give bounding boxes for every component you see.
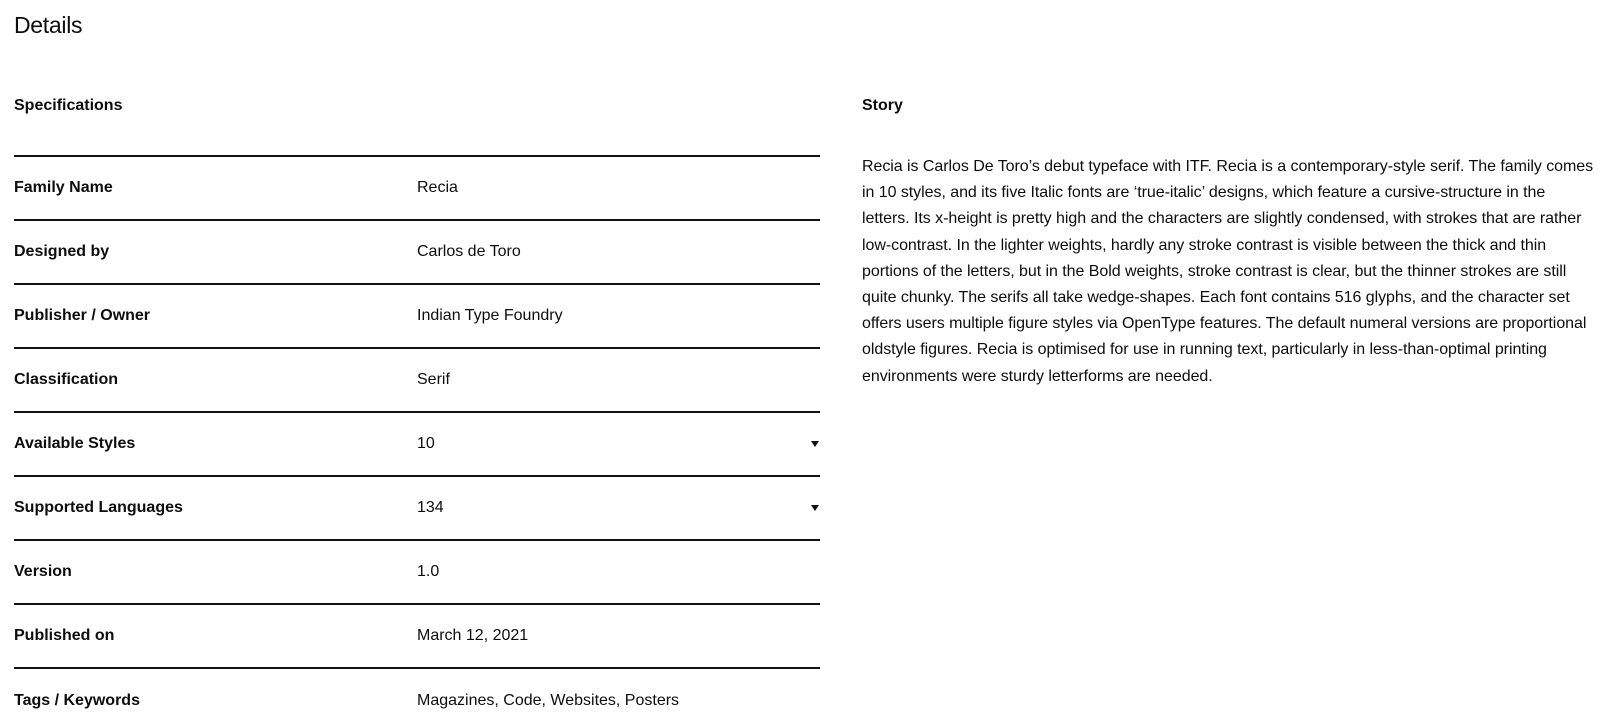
- specifications-section: [14, 96, 820, 709]
- specifications-table: [14, 155, 820, 727]
- caret-down-icon[interactable]: [810, 503, 820, 513]
- spec-value: March 12, 2021: [417, 627, 529, 644]
- spec-value: 10: [417, 435, 435, 452]
- spec-row-version: [14, 541, 820, 605]
- spec-row-classification: [14, 349, 820, 413]
- story-text: Recia is Carlos De Toro’s debut typeface with ITF. Recia is a contemporary-style serif. The family comes in 10 styles, and its five Italic fonts are ‘true-italic’ designs, which feature a cursive-structure in the letters. Its x-height is pretty high and the characters are slightly condensed, with strokes that are rather low-contrast. In the lighter weights, hardly any stroke contrast is visible between the thick and thin portions of the letters, but in the Bold weights, stroke contrast is clear, but the thinner strokes are still quite chunky. The serifs all take wedge-shapes. Each font contains 516 glyphs, and the character set offers users multiple figure styles via OpenType features. The default numeral versions are proportional oldstyle figures. Recia is optimised for use in running text, particularly in less-than-optimal printing environments were sturdy letterforms are needed.: [862, 158, 1594, 385]
- spec-value: 1.0: [417, 563, 440, 580]
- spec-label: Available Styles: [14, 435, 136, 452]
- spec-row-publisher-owner: [14, 285, 820, 349]
- spec-value: 134: [417, 499, 444, 516]
- specifications-heading: Specifications: [14, 97, 123, 114]
- caret-down-icon[interactable]: [810, 439, 820, 449]
- spec-row-tags-keywords: [14, 669, 820, 727]
- spec-row-published-on: [14, 605, 820, 669]
- spec-value: Carlos de Toro: [417, 243, 521, 260]
- spec-row-available-styles[interactable]: [14, 413, 820, 477]
- story-heading: Story: [862, 97, 903, 114]
- spec-label: Supported Languages: [14, 499, 183, 516]
- spec-label: Designed by: [14, 243, 110, 260]
- spec-label: Classification: [14, 371, 119, 388]
- spec-value: Indian Type Foundry: [417, 307, 563, 324]
- spec-row-supported-languages[interactable]: [14, 477, 820, 541]
- spec-label: Family Name: [14, 179, 113, 196]
- page-title: Details: [14, 12, 83, 38]
- spec-row-designed-by: [14, 221, 820, 285]
- spec-value: Serif: [417, 371, 450, 388]
- spec-value: Recia: [417, 179, 458, 196]
- story-section: [862, 96, 1596, 390]
- spec-label: Tags / Keywords: [14, 692, 140, 709]
- spec-label: Published on: [14, 627, 115, 644]
- spec-row-family-name: [14, 157, 820, 221]
- spec-label: Version: [14, 563, 72, 580]
- spec-label: Publisher / Owner: [14, 307, 151, 324]
- spec-value: Magazines, Code, Websites, Posters: [417, 692, 680, 709]
